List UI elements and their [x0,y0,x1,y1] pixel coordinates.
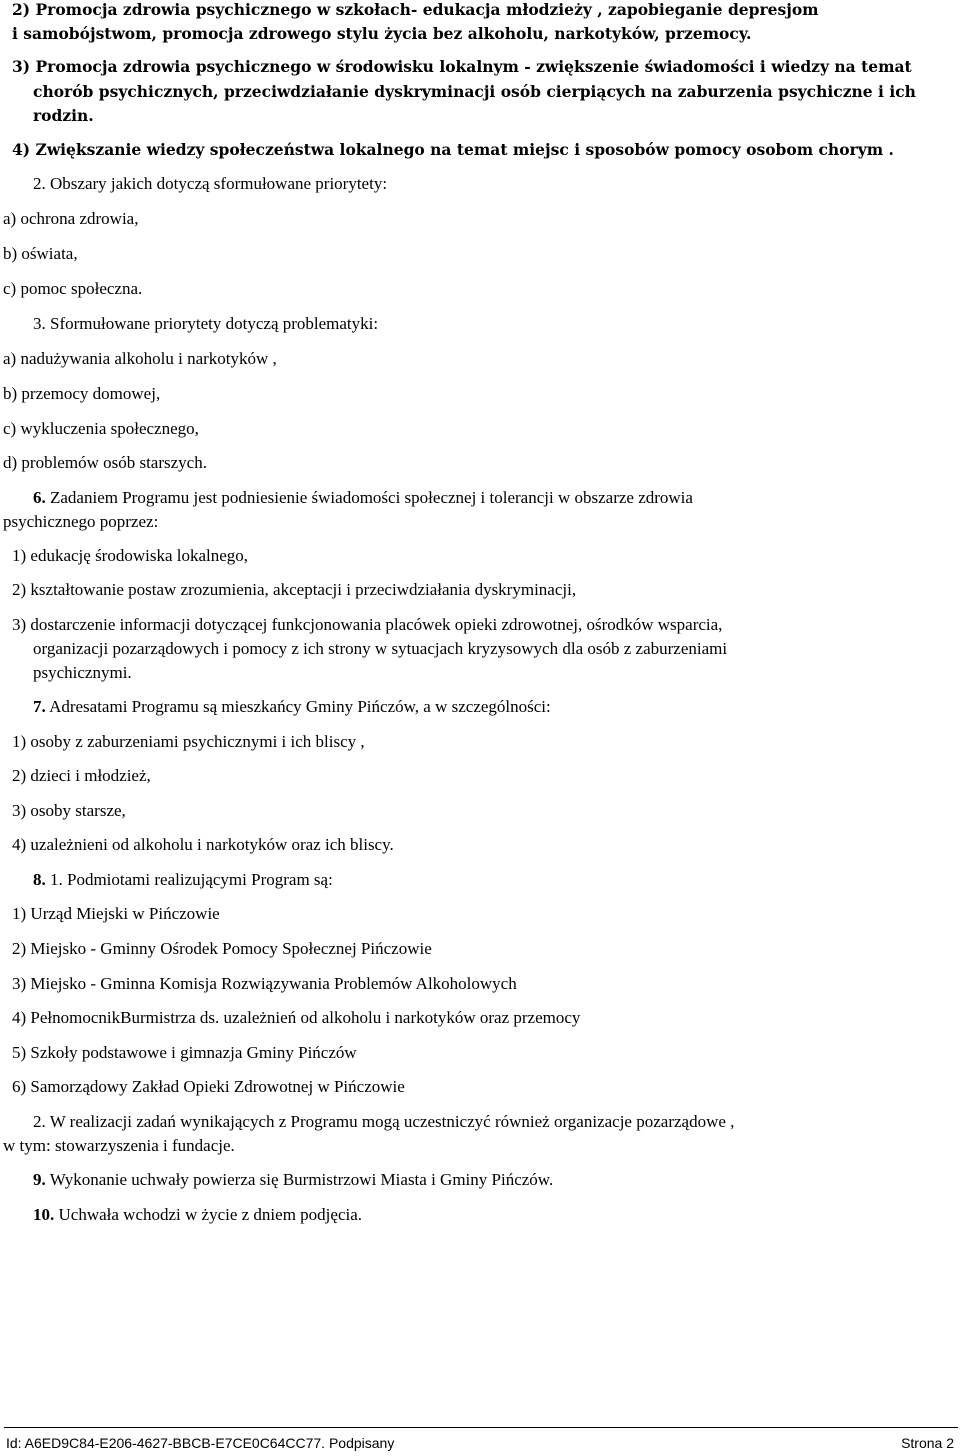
problem-b: b) przemocy domowej, [3,384,161,403]
priority-3-line-3: rodzin. [33,106,94,125]
document-id: Id: A6ED9C84-E206-4627-BBCB-E7CE0C64CC77. Podpisany [6,1435,395,1451]
entity-2: 2) Miejsko - Gminny Ośrodek Pomocy Społecznej Pińczowie [12,939,432,958]
priority-3-line-1: 3) Promocja zdrowia psychicznego w środowisku lokalnym - zwiększenie świadomości i wiedzy na temat [12,57,912,76]
goal-1: 1) edukację środowiska lokalnego, [12,546,249,565]
problems-heading: 3. Sformułowane priorytety dotyczą problematyki: [33,314,379,333]
recipient-4: 4) uzależnieni od alkoholu i narkotyków oraz ich bliscy. [12,835,394,854]
section-9-text: Wykonanie uchwały powierza się Burmistrzowi Miasta i Gminy Pińczów. [49,1170,554,1189]
area-c: c) pomoc społeczna. [3,279,143,298]
section-6-line-2: psychicznego poprzez: [3,512,159,531]
section-10-line [33,1205,960,1225]
page-number: Strona 2 [901,1435,954,1451]
entity-6: 6) Samorządowy Zakład Opieki Zdrowotnej w Pińczowie [12,1077,405,1096]
priority-4-line: 4) Zwiększanie wiedzy społeczeństwa lokalnego na temat miejsc i sposobów pomocy osobom chorym . [12,140,894,159]
goal-3-line-1: 3) dostarczenie informacji dotyczącej funkcjonowania placówek opieki zdrowotnej, ośrodków wsparcia, [12,615,723,634]
section-6-text: Zadaniem Programu jest podniesienie świadomości społecznej i tolerancji w obszarze zdrowia [50,488,693,507]
section-8-2-line-2: w tym: stowarzyszenia i fundacje. [3,1136,235,1155]
goal-3-line-3: psychicznymi. [33,663,132,682]
priority-2-line-1 [0,0,960,20]
priority-2-text: 2) Promocja zdrowia psychicznego w szkołach- edukacja młodzieży , zapobieganie depresjom [12,0,819,19]
footer-divider [4,1427,958,1428]
goal-2: 2) kształtowanie postaw zrozumienia, akceptacji i przeciwdziałania dyskryminacji, [12,580,577,599]
section-7-text: Adresatami Programu są mieszkańcy Gminy Pińczów, a w szczególności: [49,697,551,716]
entity-1: 1) Urząd Miejski w Pińczowie [12,904,220,923]
area-a: a) ochrona zdrowia, [3,209,139,228]
section-6-number: 6. [33,488,46,507]
section-9-line [33,1170,960,1190]
section-7-number: 7. [33,697,46,716]
section-10-text: Uchwała wchodzi w życie z dniem podjęcia. [58,1205,363,1224]
section-8-line [33,870,960,890]
section-8-2-line-1: 2. W realizacji zadań wynikających z Programu mogą uczestniczyć również organizacje pozarządowe , [33,1112,735,1131]
section-8-text: 1. Podmiotami realizującymi Program są: [50,870,333,889]
entity-5: 5) Szkoły podstawowe i gimnazja Gminy Pińczów [12,1043,357,1062]
problem-a: a) nadużywania alkoholu i narkotyków , [3,349,277,368]
recipient-2: 2) dzieci i młodzież, [12,766,151,785]
goal-3-line-2: organizacji pozarządowych i pomocy z ich strony w sytuacjach kryzysowych dla osób z zaburzeniami [33,639,728,658]
section-9-number: 9. [33,1170,46,1189]
problem-d: d) problemów osób starszych. [3,453,207,472]
recipient-1: 1) osoby z zaburzeniami psychicznymi i ich bliscy , [12,732,365,751]
section-8-number: 8. [33,870,46,889]
priority-3-line-2: chorób psychicznych, przeciwdziałanie dyskryminacji osób cierpiących na zaburzenia psychiczne i ich [33,82,916,101]
entity-3: 3) Miejsko - Gminna Komisja Rozwiązywania Problemów Alkoholowych [12,974,517,993]
section-6-line-1 [33,488,950,508]
priority-2-line-2: i samobójstwom, promocja zdrowego stylu życia bez alkoholu, narkotyków, przemocy. [12,24,752,43]
areas-heading: 2. Obszary jakich dotyczą sformułowane priorytety: [33,174,388,193]
section-10-number: 10. [33,1205,55,1224]
entity-4: 4) PełnomocnikBurmistrza ds. uzależnień od alkoholu i narkotyków oraz przemocy [12,1008,581,1027]
problem-c: c) wykluczenia społecznego, [3,419,199,438]
recipient-3: 3) osoby starsze, [12,801,126,820]
area-b: b) oświata, [3,244,78,263]
section-7-line [33,697,960,717]
